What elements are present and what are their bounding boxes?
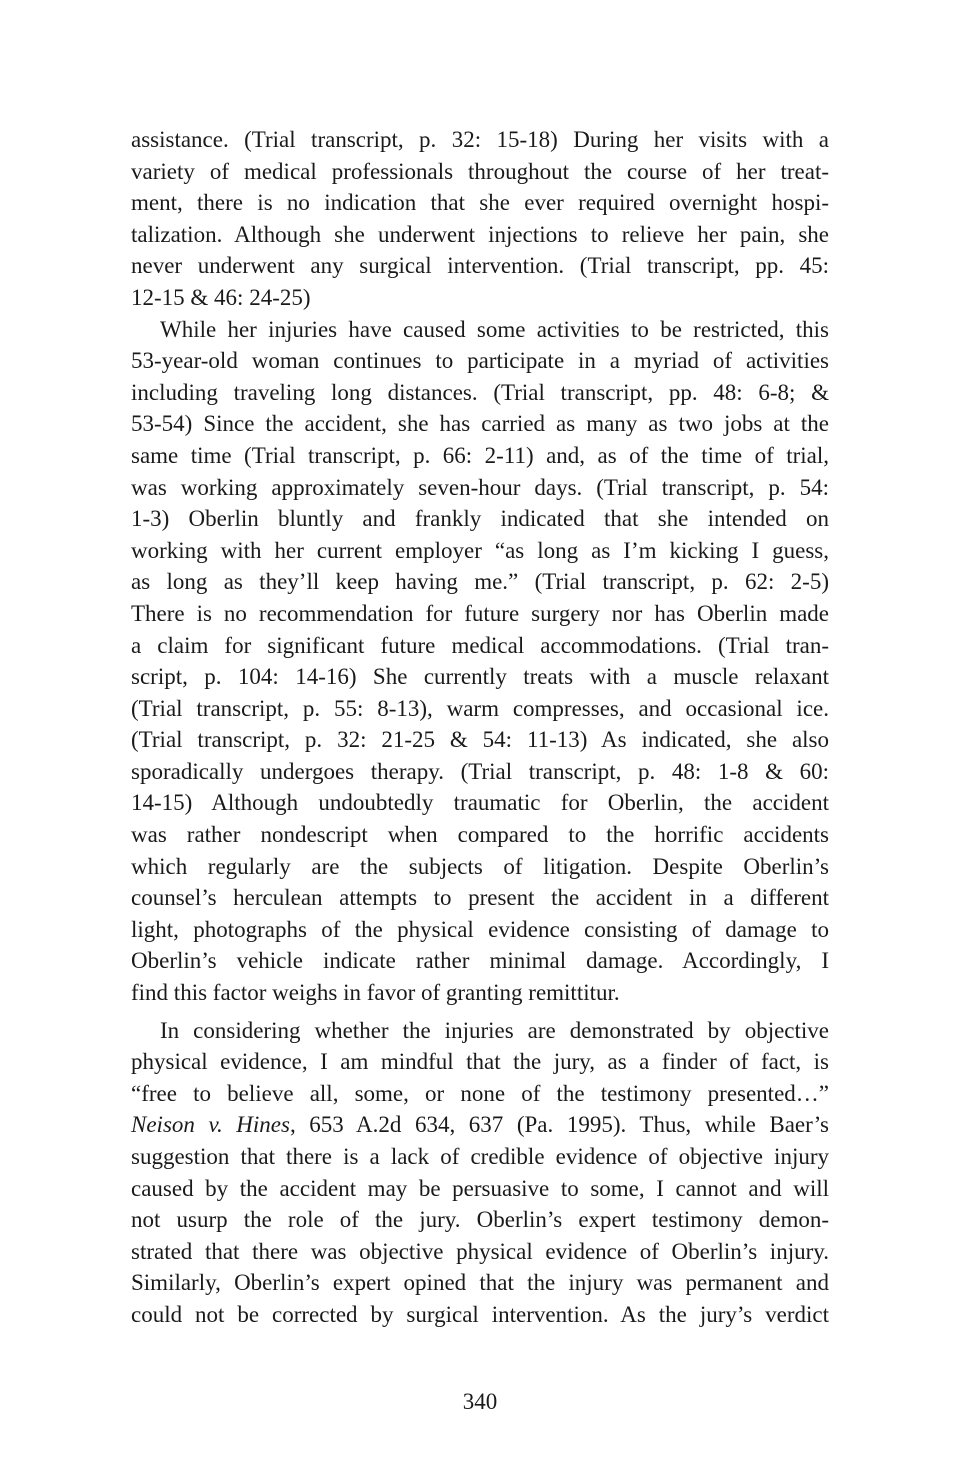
text-line: was working approximately seven-hour days. (Trial transcript, p. 54: — [131, 474, 829, 500]
text-line: suggestion that there is a lack of credible evidence of objective injury — [131, 1144, 829, 1169]
page-number: 340 — [462, 1389, 498, 1414]
paragraph-2 — [131, 314, 829, 1009]
text-line: counsel’s herculean attempts to present the accident in a different — [131, 885, 829, 911]
body-text — [131, 124, 829, 1331]
text-line: 53-54) Since the accident, she has carried as many as two jobs at the — [131, 411, 829, 437]
text-line: Oberlin’s vehicle indicate rather minimal damage. Accordingly, I — [131, 948, 829, 974]
text-line: 12-15 & 46: 24-25) — [131, 284, 311, 310]
text-line: (Trial transcript, p. 32: 21-25 & 54: 11-13) As indicated, she also — [131, 727, 829, 753]
paragraph-1 — [131, 124, 829, 314]
text-line: assistance. (Trial transcript, p. 32: 15-18) During her visits with a — [131, 127, 829, 152]
text-line: 53-year-old woman continues to participate in a myriad of activities — [131, 348, 829, 374]
text-line: not usurp the role of the jury. Oberlin’s expert testimony demon- — [131, 1207, 829, 1233]
text-line: In considering whether the injuries are demonstrated by objective — [160, 1017, 829, 1043]
text-line: light, photographs of the physical evidence consisting of damage to — [131, 916, 829, 942]
text-line: 1-3) Oberlin bluntly and frankly indicated that she intended on — [131, 506, 829, 532]
text-line: sporadically undergoes therapy. (Trial transcript, p. 48: 1-8 & 60: — [131, 758, 829, 784]
text-line: There is no recommendation for future surgery nor has Oberlin made — [131, 600, 829, 626]
text-line: Similarly, Oberlin’s expert opined that the injury was permanent and — [131, 1270, 829, 1296]
text-line: was rather nondescript when compared to the horrific accidents — [131, 822, 829, 848]
text-line: never underwent any surgical intervention. (Trial transcript, pp. 45: — [131, 253, 829, 279]
text-line: “free to believe all, some, or none of the testimony presented…” — [131, 1080, 829, 1106]
text-line: find this factor weighs in favor of granting remittitur. — [131, 980, 620, 1006]
text-line: variety of medical professionals throughout the course of her treat- — [131, 158, 829, 184]
text-line: same time (Trial transcript, p. 66: 2-11) and, as of the time of trial, — [131, 442, 829, 468]
citation-rest: , 653 A.2d 634, 637 (Pa. 1995). Thus, while Baer’s — [289, 1112, 829, 1138]
text-line: which regularly are the subjects of litigation. Despite Oberlin’s — [131, 853, 829, 879]
case-citation: Neison v. Hines — [131, 1112, 290, 1138]
text-line: talization. Although she underwent injections to relieve her pain, she — [131, 221, 829, 247]
text-line: While her injuries have caused some activities to be restricted, this — [160, 316, 829, 342]
text-line: strated that there was objective physical evidence of Oberlin’s injury. — [131, 1238, 829, 1264]
text-line: ment, there is no indication that she ever required overnight hospi- — [131, 190, 829, 216]
text-line: a claim for significant future medical accommodations. (Trial tran- — [131, 632, 829, 658]
paragraph-3 — [131, 1015, 829, 1331]
text-line: working with her current employer “as long as I’m kicking I guess, — [131, 537, 829, 563]
text-line: could not be corrected by surgical intervention. As the jury’s verdict — [131, 1301, 829, 1327]
text-line: physical evidence, I am mindful that the jury, as a finder of fact, is — [131, 1049, 829, 1075]
text-line: (Trial transcript, p. 55: 8-13), warm compresses, and occasional ice. — [131, 695, 829, 721]
text-line: script, p. 104: 14-16) She currently treats with a muscle relaxant — [131, 664, 829, 690]
text-line: 14-15) Although undoubtedly traumatic for Oberlin, the accident — [131, 790, 829, 816]
text-line-citation — [131, 1109, 829, 1141]
text-line: including traveling long distances. (Trial transcript, pp. 48: 6-8; & — [131, 379, 829, 405]
text-line: caused by the accident may be persuasive to some, I cannot and will — [131, 1175, 829, 1201]
text-line: as long as they’ll keep having me.” (Trial transcript, p. 62: 2-5) — [131, 569, 829, 595]
